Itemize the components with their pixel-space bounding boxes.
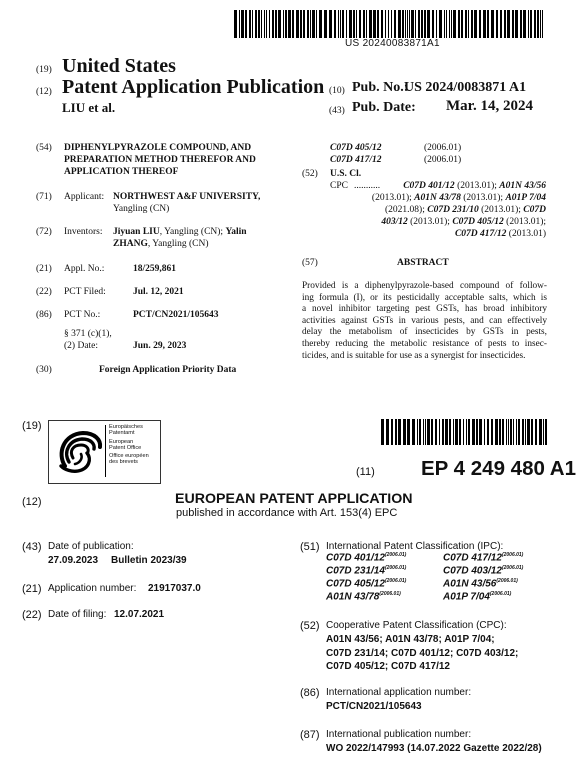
barcode-bar [338, 10, 339, 38]
ipc-class: C07D $403/12^{(2006.01)}$ [443, 565, 524, 577]
ep-code-87: (87) [300, 729, 320, 741]
ipc-class: A01N $43/78^{(2006.01)}$ [326, 591, 401, 603]
barcode-bar [417, 419, 418, 445]
us-code-10: (10) [329, 86, 345, 96]
barcode-bar [543, 419, 544, 445]
us-code-19: (19) [36, 65, 52, 75]
ipc-class: C07D $401/12^{(2006.01)}$ [326, 552, 407, 564]
ep-app-no: 21917037.0 [148, 583, 201, 594]
barcode-bar [418, 10, 420, 38]
barcode-bar [363, 10, 365, 38]
barcode-bar [366, 10, 367, 38]
barcode-bar [523, 10, 526, 38]
us-pub-no-label: Pub. No.: [352, 80, 409, 95]
us-pct-no: PCT/CN2021/105643 [133, 310, 219, 320]
us-appl-no-label: Appl. No.: [64, 264, 105, 274]
barcode-bar [269, 10, 270, 38]
ep-subtitle: published in accordance with Art. 153(4) EPC [176, 507, 398, 519]
us-applicant-place: Yangling (CN) [113, 204, 170, 214]
barcode-bar [312, 10, 315, 38]
barcode-bar [439, 10, 442, 38]
us-code-86: (86) [36, 310, 52, 320]
us-ipc-class-2: C07D 417/12 [330, 155, 382, 165]
barcode-bar [402, 10, 404, 38]
barcode-bar [512, 10, 514, 38]
barcode-bar [300, 10, 302, 38]
us-doc-type: Patent Application Publication [62, 76, 325, 98]
us-pct-filed-label: PCT Filed: [64, 287, 106, 297]
barcode-bar [255, 10, 257, 38]
barcode-bar [239, 10, 240, 38]
barcode-bar [391, 419, 393, 445]
us-code-71: (71) [36, 192, 52, 202]
barcode-bar [385, 10, 386, 38]
barcode-bar [398, 10, 401, 38]
us-cpc-dots: ........... [354, 181, 381, 191]
ep-filing-date: 12.07.2021 [114, 609, 165, 620]
us-us-cl-label: U.S. Cl. [330, 169, 362, 179]
barcode-bar [508, 419, 509, 445]
barcode-bar [446, 10, 447, 38]
barcode-bar [252, 10, 253, 38]
barcode-bar [522, 419, 524, 445]
barcode-bar [319, 10, 322, 38]
us-authors: LIU et al. [62, 100, 116, 115]
barcode-bar [409, 10, 410, 38]
barcode-bar [528, 10, 529, 38]
barcode-bar [459, 419, 461, 445]
abstract-line: a novel inhibitor targeting pest GSTs, has broad inhibitory [302, 304, 547, 315]
us-cpc-line: 403/12 (2013.01); C07D 405/12 (2013.01); [381, 217, 546, 227]
barcode-bar [495, 419, 498, 445]
us-country: United States [62, 55, 176, 77]
epo-logo [48, 420, 161, 484]
ep-intl-app-label: International application number: [326, 687, 472, 698]
barcode-bar [245, 10, 247, 38]
ipc-class: C07D $417/12^{(2006.01)}$ [443, 552, 524, 564]
barcode-bar [491, 419, 493, 445]
barcode-bar [534, 10, 536, 38]
ep-code-51: (51) [300, 541, 320, 553]
barcode-bar [427, 419, 430, 445]
barcode-bar [539, 419, 542, 445]
barcode-bar [442, 419, 444, 445]
barcode-bar [369, 10, 372, 38]
barcode-bar [468, 10, 469, 38]
us-title: DIPHENYLPYRAZOLE COMPOUND, AND PREPARATION METHOD THEREFOR AND APPLICATION THEREOF [64, 143, 256, 177]
barcode-bar [453, 10, 456, 38]
abstract-line: thereby reducing the metabolic resistance of pests to insec- [302, 338, 547, 349]
barcode-bar [258, 10, 260, 38]
us-code-12: (12) [36, 87, 52, 97]
us-abstract-heading: ABSTRACT [397, 258, 449, 268]
barcode-bar [449, 419, 451, 445]
ep-bulletin: Bulletin 2023/39 [111, 555, 187, 566]
barcode-bar [386, 419, 389, 445]
barcode-bar [484, 419, 485, 445]
barcode-bar [461, 10, 463, 38]
barcode-bar [340, 10, 341, 38]
barcode-bar [491, 10, 494, 38]
barcode-bar [506, 419, 507, 445]
us-applicant-name: NORTHWEST A&F UNIVERSITY, [113, 192, 261, 202]
barcode-bar [468, 419, 470, 445]
barcode-bar [334, 10, 336, 38]
barcode-bar [432, 10, 434, 38]
barcode-bar [487, 419, 489, 445]
epo-logo-mark-icon [51, 424, 107, 480]
barcode-bar [316, 10, 317, 38]
barcode-bar [324, 10, 327, 38]
barcode-bar [502, 419, 504, 445]
us-cpc-line: C07D 401/12 (2013.01); A01N 43/56 [403, 181, 546, 191]
barcode-bar [458, 10, 460, 38]
barcode-bar [303, 10, 305, 38]
ipc-row [326, 591, 556, 604]
barcode-bar [439, 419, 440, 445]
us-code-57: (57) [302, 258, 318, 268]
barcode-bar [403, 419, 406, 445]
barcode-bar [421, 10, 423, 38]
us-cpc-classifications [330, 180, 546, 240]
barcode-bar [329, 10, 332, 38]
barcode-bar [513, 419, 514, 445]
barcode-bar [472, 419, 475, 445]
ep-filing-label: Date of filing: [48, 609, 107, 620]
barcode-bar [449, 10, 450, 38]
us-cpc-line: (2021.08); C07D 231/10 (2013.01); C07D [385, 205, 546, 215]
barcode-bar [398, 419, 401, 445]
us-appl-no: 18/259,861 [133, 264, 177, 274]
barcode-bar [463, 419, 464, 445]
ep-barcode [381, 419, 549, 445]
barcode-bar [496, 10, 498, 38]
barcode-bar [530, 10, 532, 38]
barcode-bar [394, 10, 396, 38]
ep-title: EUROPEAN PATENT APPLICATION [175, 491, 413, 507]
barcode-bar [474, 10, 477, 38]
barcode-bar [542, 10, 543, 38]
barcode-bar [436, 10, 437, 38]
barcode-bar [425, 419, 426, 445]
barcode-bar [504, 10, 506, 38]
barcode-bar [455, 419, 458, 445]
us-code-30: (30) [36, 365, 52, 375]
barcode-bar [479, 419, 482, 445]
us-cpc-line: C07D 417/12 (2013.01) [454, 229, 546, 239]
abstract-line: activities against GSTs in various pests, and can effectively [302, 315, 547, 326]
barcode-bar [342, 10, 344, 38]
ep-cpc-list: A01N 43/56; A01N 43/78; A01P 7/04; C07D 231/14; C07D 401/12; C07D 403/12; C07D 405/12; C07D 417/12 [326, 634, 519, 672]
us-ipc-date-2: (2006.01) [424, 155, 462, 165]
barcode-bar [307, 10, 309, 38]
barcode-bar [507, 10, 510, 38]
ep-pub-date: 27.09.2023 [48, 555, 99, 566]
ipc-class: A01P $7/04^{(2006.01)}$ [443, 591, 512, 603]
barcode-bar [545, 419, 547, 445]
us-ipc-class-1: C07D 405/12 [330, 143, 382, 153]
barcode-bar [272, 10, 274, 38]
epo-logo-text: Europäisches Patentamt European Patent Office Office européen des brevets [109, 424, 149, 466]
us-pct-no-label: PCT No.: [64, 310, 101, 320]
barcode-bar [346, 10, 347, 38]
ipc-class: C07D $231/14^{(2006.01)}$ [326, 565, 407, 577]
barcode-bar [535, 419, 537, 445]
barcode-bar [356, 10, 357, 38]
ep-intl-pub-label: International publication number: [326, 729, 472, 740]
barcode-bar [476, 419, 478, 445]
ep-ipc-grid [326, 552, 556, 604]
ep-code-22: (22) [22, 609, 42, 621]
barcode-bar [466, 419, 467, 445]
barcode-bar [377, 10, 379, 38]
barcode-bar [412, 419, 415, 445]
barcode-bar [453, 419, 454, 445]
ipc-row [326, 565, 556, 578]
us-code-43: (43) [329, 106, 345, 116]
ep-intl-app-no: PCT/CN2021/105643 [326, 701, 422, 712]
barcode-bar [500, 10, 502, 38]
ep-code-43: (43) [22, 541, 42, 553]
us-code-21: (21) [36, 264, 52, 274]
us-cpc-line: (2013.01); A01N 43/78 (2013.01); A01P 7/04 [371, 193, 546, 203]
us-applicant-label: Applicant: [64, 192, 105, 202]
ipc-class: A01N $43/56^{(2006.01)}$ [443, 578, 518, 590]
barcode-bar [487, 10, 489, 38]
barcode-bar [499, 419, 501, 445]
barcode-bar [471, 10, 473, 38]
abstract-line: ing formula (I), or its pesticidally acceptable salts, which is [302, 292, 547, 303]
barcode-bar [451, 10, 452, 38]
ep-code-19: (19) [22, 420, 42, 432]
ep-pub-date-label: Date of publication: [48, 541, 134, 552]
us-pub-no: US 2024/0083871 A1 [404, 80, 527, 95]
barcode-bar [395, 419, 397, 445]
ep-cpc-label: Cooperative Patent Classification (CPC): [326, 620, 507, 631]
barcode-bar [264, 10, 265, 38]
barcode-bar [285, 10, 287, 38]
us-code-52: (52) [302, 169, 318, 179]
barcode-bar [288, 10, 291, 38]
barcode-bar [249, 10, 251, 38]
barcode-bar [483, 10, 486, 38]
barcode-bar [525, 419, 526, 445]
ep-code-12: (12) [22, 496, 42, 508]
barcode-bar [373, 10, 376, 38]
barcode-bar [275, 10, 277, 38]
barcode-bar [283, 10, 284, 38]
barcode-bar [520, 10, 522, 38]
barcode-bar [415, 10, 416, 38]
barcode-bar [292, 10, 294, 38]
barcode-bar [278, 10, 281, 38]
abstract-line: ticides, and is suitable for use as a synergist for insecticides. [302, 350, 526, 361]
ipc-row [326, 578, 556, 591]
barcode-bar [540, 10, 541, 38]
barcode-bar [234, 10, 237, 38]
barcode-bar [241, 10, 244, 38]
us-ipc-date-1: (2006.01) [424, 143, 462, 153]
us-code-54: (54) [36, 143, 52, 153]
barcode-bar [261, 10, 262, 38]
barcode-bar [266, 10, 267, 38]
ipc-class: C07D $405/12^{(2006.01)}$ [326, 578, 407, 590]
barcode-bar [427, 10, 430, 38]
barcode-bar [381, 419, 384, 445]
barcode-bar [516, 419, 517, 445]
us-pub-date-label: Pub. Date: [352, 100, 416, 115]
barcode-bar [510, 419, 512, 445]
ep-number: EP 4 249 480 A1 [421, 457, 576, 480]
barcode-bar [431, 419, 433, 445]
barcode-bar [465, 10, 467, 38]
barcode-bar [391, 10, 392, 38]
us-inventors-label: Inventors: [64, 227, 103, 237]
barcode-bar [423, 419, 424, 445]
us-371-line1: § 371 (c)(1), [64, 329, 112, 339]
us-inventors: Jiyuan LIU, Yangling (CN); Yalin ZHANG, Yangling (CN) [113, 227, 247, 249]
barcode-bar [381, 10, 383, 38]
us-pct-filed: Jul. 12, 2021 [133, 287, 184, 297]
us-code-22: (22) [36, 287, 52, 297]
barcode-bar [296, 10, 299, 38]
barcode-bar [445, 419, 448, 445]
us-371-date: Jun. 29, 2023 [133, 341, 187, 351]
us-barcode [234, 10, 546, 38]
ipc-row [326, 552, 556, 565]
barcode-bar [353, 10, 355, 38]
barcode-bar [411, 10, 414, 38]
barcode-bar [349, 10, 352, 38]
ep-ipc-label: International Patent Classification (IPC): [326, 541, 504, 552]
barcode-bar [531, 419, 533, 445]
us-cpc-label: CPC [330, 181, 348, 191]
us-abstract-text [302, 281, 547, 362]
barcode-bar [359, 10, 361, 38]
barcode-bar [388, 10, 389, 38]
us-barcode-number: US 20240083871A1 [345, 38, 440, 49]
barcode-bar [518, 419, 520, 445]
ep-code-86: (86) [300, 687, 320, 699]
barcode-bar [407, 10, 408, 38]
ep-intl-pub-no: WO 2022/147993 (14.07.2022 Gazette 2022/28) [326, 743, 542, 754]
barcode-bar [407, 419, 410, 445]
ep-code-11: (11) [356, 466, 375, 478]
us-371-line2: (2) Date: [64, 341, 99, 351]
barcode-bar [444, 10, 445, 38]
ep-code-52: (52) [300, 620, 320, 632]
barcode-bar [479, 10, 481, 38]
us-foreign-priority: Foreign Application Priority Data [99, 365, 237, 375]
barcode-bar [424, 10, 426, 38]
barcode-bar [419, 419, 421, 445]
abstract-line: delay the metabolism of insecticides by GSTs in pests, [302, 327, 547, 338]
barcode-bar [527, 419, 530, 445]
barcode-bar [515, 10, 518, 38]
barcode-bar [537, 10, 539, 38]
us-code-72: (72) [36, 227, 52, 237]
ep-code-21: (21) [22, 583, 42, 595]
us-pub-date: Mar. 14, 2024 [446, 98, 533, 114]
ep-app-no-label: Application number: [48, 583, 137, 594]
barcode-bar [310, 10, 311, 38]
barcode-bar [435, 419, 437, 445]
abstract-line: Provided is a diphenylpyrazole-based compound of follow- [302, 281, 547, 291]
barcode-bar [405, 10, 406, 38]
